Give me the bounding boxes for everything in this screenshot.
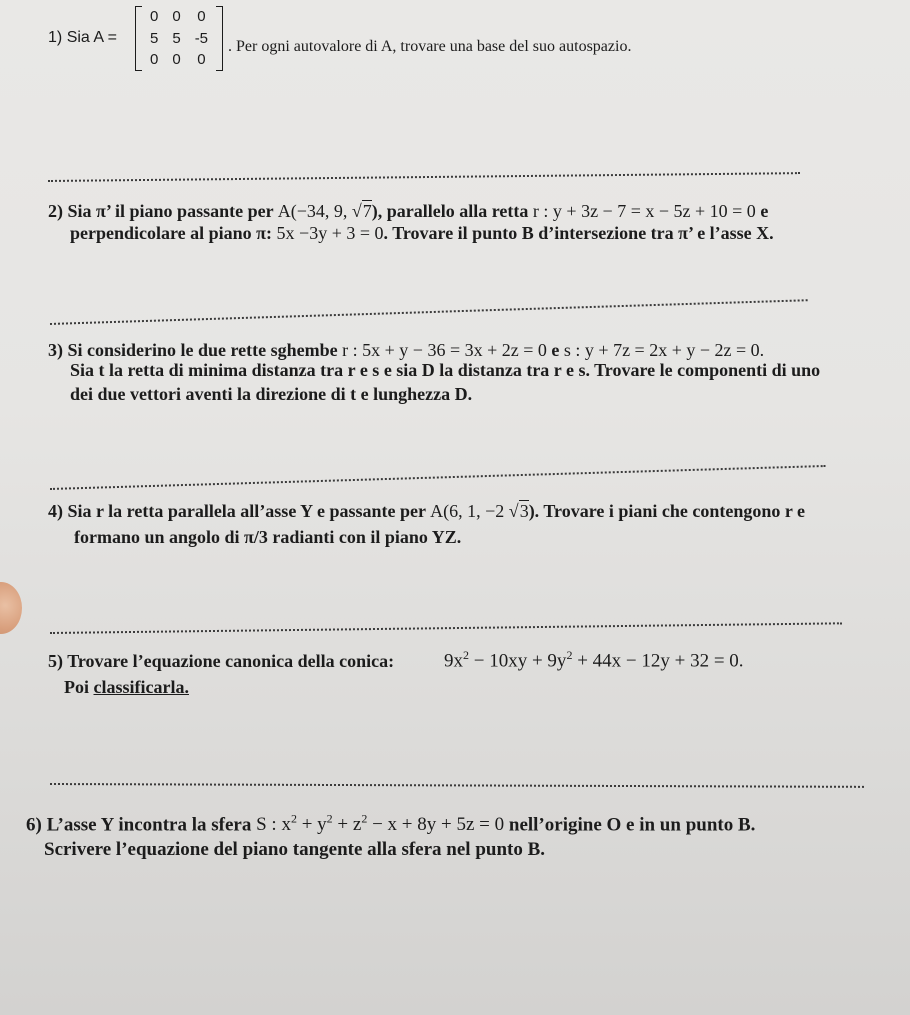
point-a: A(6, 1, −2 √3 [430,501,529,521]
problem-6-line2: Scrivere l’equazione del piano tangente alla sfera nel punto B. [44,839,546,860]
point-a: A(−34, 9, √7 [277,201,372,221]
problem-number: 5) [48,651,63,671]
problem-5: 5) Trovare l’equazione canonica della conica: $9x^2 - 10xy + 9y^2 + 44x - 12y + 32 = 0$. Poi classificarla. [48,648,744,697]
problem-2-line2: perpendicolare al piano π: [70,223,273,243]
line-r-equation: r : 5x + y − 36 = 3x + 2z = 0 [342,340,547,360]
problem-2: 2) Sia π’ il piano passante per A(−34, 9, √7), parallelo alla retta r : y + 3z − 7 = x − 5z + 10 = 0 e perpendicolare al piano π: 5x −3y + 3 = 0. Trovare il punto B d’intersezione tra π’ e l’asse X. [48,201,774,243]
problem-6-intro: L’asse Y incontra la sfera [46,814,252,836]
separator-4 [50,622,842,634]
matrix-table: 0 0 0 5 5 -5 0 0 0 [150,8,209,68]
separator-2 [50,299,808,325]
sphere-equation: S : $x^2 + y^2 + z^2 - x + 8y + 5z = 0$ [256,812,505,836]
problem-3-line2: Sia t la retta di minima distanza tra r e s e sia D la distanza tra r e s. Trovare le componenti di uno [70,360,821,380]
problem-4-line2: formano un angolo di π/3 radianti con il piano YZ. [74,527,462,547]
problem-number: 2) [48,201,63,221]
problem-3-intro: Si considerino le due rette sghembe [67,340,338,360]
finger-shadow [0,582,22,634]
problem-number: 6) [26,814,42,836]
plane-equation: 5x −3y + 3 = 0 [276,223,384,243]
problem-4-intro: Sia r la retta parallela all’asse Y e passante per [67,501,426,521]
matrix-a [135,6,223,71]
problem-5-intro: Trovare l’equazione canonica della conica: [67,651,395,671]
separator-5 [50,783,864,788]
problem-number: 1) [48,29,63,46]
classify-word: classificarla. [93,677,189,697]
line-r-equation: r : y + 3z − 7 = x − 5z + 10 = 0 [532,201,756,221]
problem-2-intro: Sia π’ il piano passante per [67,201,274,221]
problem-3: 3) Si considerino le due rette sghembe r : 5x + y − 36 = 3x + 2z = 0 e s : y + 7z = 2x + y − 2z = 0. Sia t la retta di minima distanza tra r e s e sia D la distanza tra r e s. Trovare le componenti di uno dei due vettori aventi la direzione di t e lunghezza D. [48,325,888,405]
line-s-equation: s : y + 7z = 2x + y − 2z = 0. [563,340,765,360]
problem-number: 4) [48,501,63,521]
problem-6: 6) L’asse Y incontra la sfera S : $x^2 + y^2 + z^2 - x + 8y + 5z = 0$ nell’origine O e in un punto B. Scrivere l’equazione del piano tangente alla sfera nel punto B. [26,806,896,866]
problem-1-text: . Per ogni autovalore di A, trovare una base del suo autospazio. [228,38,632,55]
problem-2-mid: ), parallelo alla retta [371,201,529,221]
separator-3 [50,465,826,490]
conic-equation: $9x^2 - 10xy + 9y^2 + 44x - 12y + 32 = 0$. [444,648,744,672]
problem-3-line3: dei due vettori aventi la direzione di t e lunghezza D. [70,384,473,404]
problem-number: 3) [48,340,63,360]
matrix-label: Sia A = [66,29,117,46]
problem-4: 4) Sia r la retta parallela all’asse Y e passante per A(6, 1, −2 √3). Trovare i piani che contengono r e formano un angolo di π/3 radianti con il piano YZ. [48,490,888,550]
separator-1 [48,172,800,182]
